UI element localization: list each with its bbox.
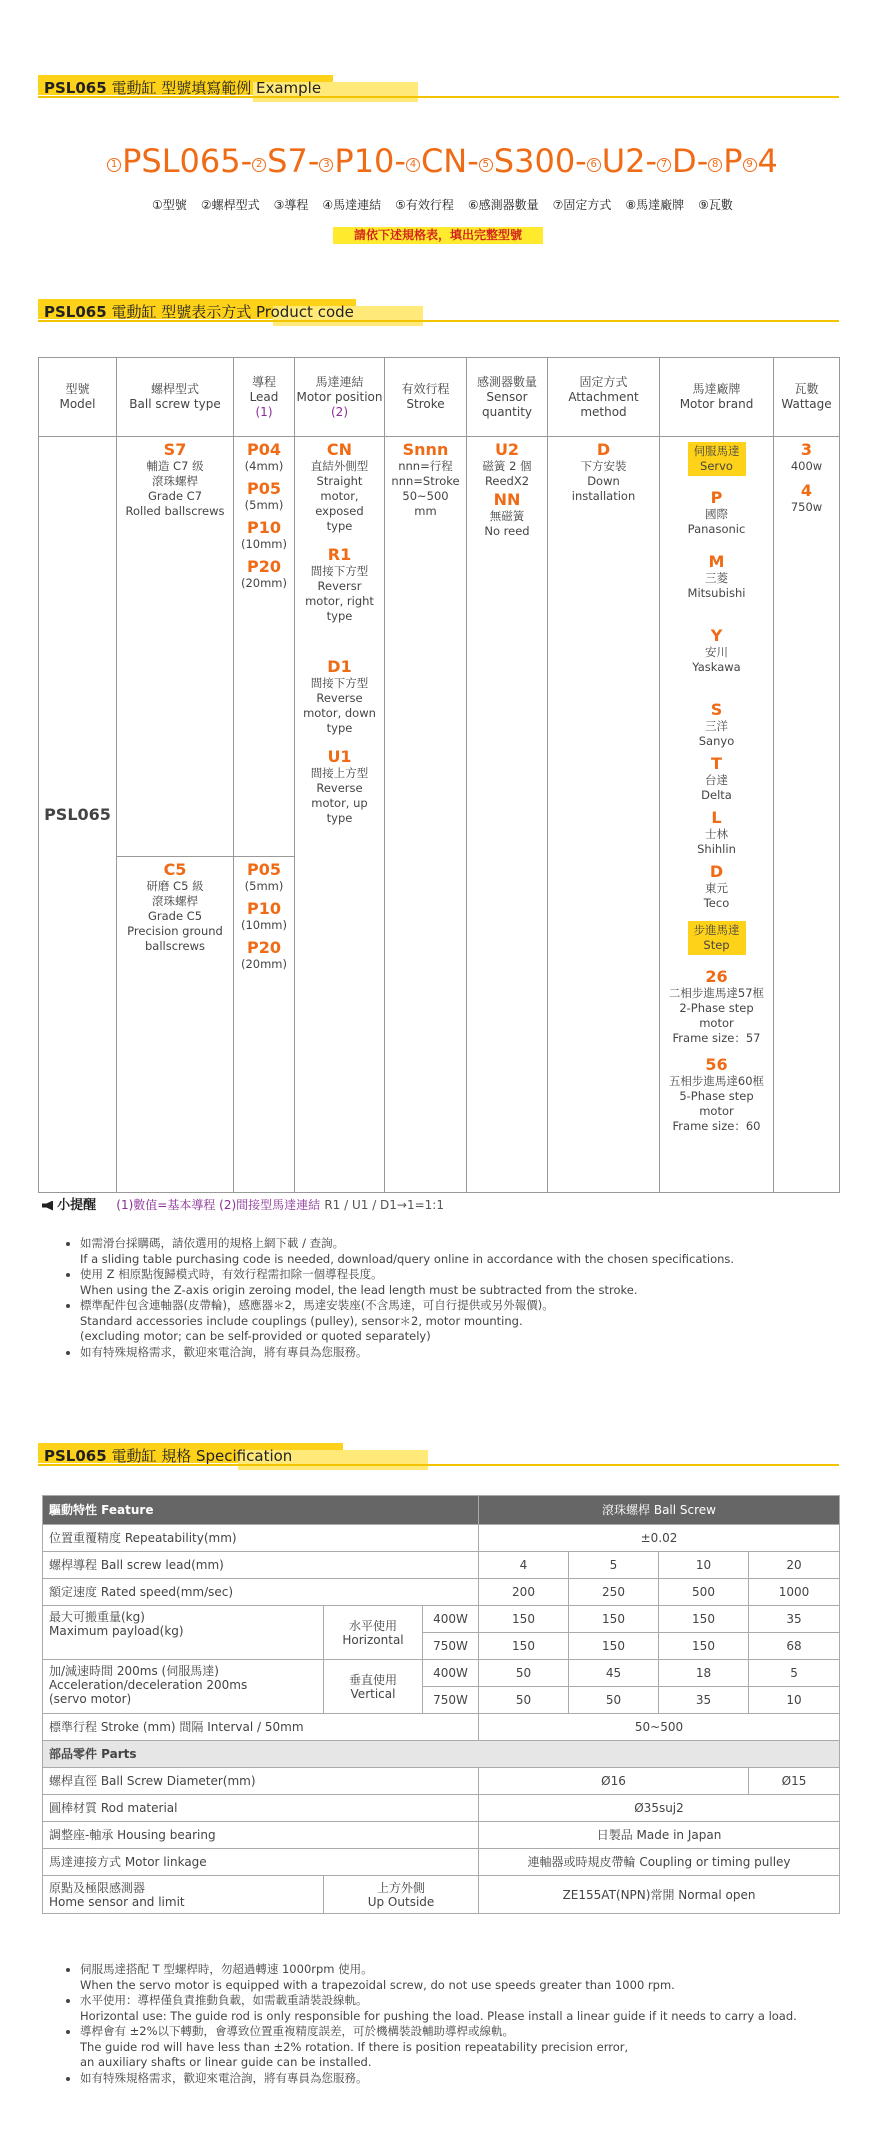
example-part-text: 4: [757, 142, 778, 180]
spec-row-speed: 額定速度 Rated speed(mm/sec) 200 250 500 1000: [43, 1579, 840, 1606]
example-part-number: 2: [252, 158, 266, 172]
model-cell: PSL065: [39, 437, 117, 1193]
product-code-table: [38, 357, 840, 1193]
lead-option: P04 (4mm): [244, 440, 284, 473]
note-item: • 伺服馬達搭配 T 型螺桿時，勿超過轉速 1000rpm 使用。 When the servo motor is equipped with a trapezoidal screw, do not use speeds greater than 1000 rpm.: [80, 1962, 797, 1993]
spec-row-v400: 加/減速時間 200ms (伺服馬達) Acceleration/deceleration 200ms (servo motor) 垂直使用 Vertical 400W 50 45 18 5: [43, 1660, 840, 1687]
example-note: 請依下述規格表，填出完整型號: [333, 227, 543, 244]
legend-item: ⑦固定方式: [552, 198, 612, 212]
screw-c5: C5 研磨 C5 級 滾珠螺桿 Grade C5 Precision ground ballscrews: [117, 857, 234, 1193]
spec-row-housing: 調整座-軸承 Housing bearing 日製品 Made in Japan: [43, 1822, 840, 1849]
brand-option: T 台達 Delta: [701, 754, 732, 802]
note-item: • 如有特殊規格需求，歡迎來電洽詢，將有專員為您服務。: [80, 2071, 797, 2087]
example-part-text: S7-: [267, 142, 320, 180]
spec-row-parts: 部品零件 Parts: [43, 1741, 840, 1768]
lead-list-a: [234, 437, 295, 857]
speaker-icon: [42, 1201, 53, 1211]
motor-position-option: D1 間接下方型 Reverse motor, down type: [303, 657, 376, 735]
sensor-option: NN 無磁簧 No reed: [484, 490, 530, 538]
legend-item: ③導程: [273, 198, 309, 212]
header-wattage: 瓦數 Wattage: [774, 358, 840, 437]
section-header-product-code: [38, 296, 839, 324]
wattage-list: [774, 437, 840, 1193]
example-part-number: 4: [406, 158, 420, 172]
note-item: • 使用 Z 相原點復歸模式時，有效行程需扣除一個導程長度。 When using the Z-axis origin zeroing model, the lead length must be subtracted from the stroke.: [80, 1267, 734, 1298]
example-part-number: 7: [657, 158, 671, 172]
note-item: • 如有特殊規格需求，歡迎來電洽詢，將有專員為您服務。: [80, 1345, 734, 1361]
tip-text-2: R1 / U1 / D1→1=1:1: [324, 1198, 444, 1212]
motor-brand-list: [660, 437, 774, 1193]
wattage-option: 4 750w: [790, 481, 823, 514]
example-part-text: PSL065-: [122, 142, 253, 180]
brand-option: S 三洋 Sanyo: [698, 700, 735, 748]
legend-item: ①型號: [152, 198, 187, 212]
note-item: • 標準配件包含連軸器(皮帶輪)，感應器＊2，馬達安裝座(不含馬達，可自行提供或另外報價)。 Standard accessories include couplings (pulley), sensor＊2, motor mounting. (excluding motor; can be self-provided or quoted separately): [80, 1298, 734, 1345]
spec-row-h750: 750W 150 150 150 68: [43, 1633, 840, 1660]
legend-item: ④馬達連結: [322, 198, 382, 212]
step-motor-option: 56 五相步進馬達60框 5-Phase step motor Frame size：60: [668, 1055, 765, 1133]
brand-option: P 國際 Panasonic: [687, 488, 746, 536]
tip-text: (1)數值=基本導程 (2)間接型馬達連結: [116, 1198, 321, 1212]
lead-option: P20 (20mm): [240, 938, 287, 971]
lead-option: P05 (5mm): [244, 860, 284, 893]
brand-option: D 東元 Teco: [703, 862, 730, 910]
example-part-number: 6: [587, 158, 601, 172]
example-part-text: P10-: [334, 142, 406, 180]
header-motor-brand: 馬達廠牌 Motor brand: [660, 358, 774, 437]
motor-position-option: U1 間接上方型 Reverse motor, up type: [310, 747, 369, 825]
spec-row-linkage: 馬達連接方式 Motor linkage 連軸器或時規皮帶輪 Coupling or timing pulley: [43, 1849, 840, 1876]
lead-option: P10 (10mm): [240, 518, 287, 551]
tip-label: 小提醒: [57, 1198, 97, 1213]
lead-option: P05 (5mm): [244, 479, 284, 512]
notes-list-1: [62, 1236, 734, 1360]
spec-row-stroke: 標準行程 Stroke (mm) 間隔 Interval / 50mm 50~500: [43, 1714, 840, 1741]
spec-row-h400: 最大可搬重量(kg) Maximum payload(kg) 水平使用 Horizontal 400W 150 150 150 35: [43, 1606, 840, 1633]
stroke-cell: Snnn nnn=行程 nnn=Stroke 50~500 mm: [385, 437, 467, 1193]
notes-list-2: [62, 1962, 797, 2086]
example-part-text: P: [723, 142, 743, 180]
brand-option: M 三菱 Mitsubishi: [687, 552, 746, 600]
spec-row-v750: 750W 50 50 35 10: [43, 1687, 840, 1714]
step-label: 步進馬達 Step: [688, 921, 746, 955]
example-legend: [0, 196, 885, 213]
example-part-text: D-: [672, 142, 709, 180]
section-header-example: [38, 72, 839, 100]
section-title: 電動缸 規格 Specification: [111, 1447, 293, 1465]
example-part-number: 1: [107, 158, 121, 172]
header-motor-position: 馬達連結 Motor position (2): [295, 358, 385, 437]
tip-line: [42, 1194, 444, 1213]
lead-option: P20 (20mm): [240, 557, 287, 590]
section-code: PSL065: [44, 1447, 107, 1465]
header-lead: 導程 Lead (1): [234, 358, 295, 437]
legend-item: ⑥感測器數量: [467, 198, 539, 212]
motor-position-option: CN 直結外側型 Straight motor, exposed type: [310, 440, 369, 533]
section-title: 電動缸 型號填寫範例 Example: [111, 79, 322, 97]
attachment-cell: D 下方安裝 Down installation: [548, 437, 660, 1193]
wattage-option: 3 400w: [790, 440, 823, 473]
spec-row-rod: 圓棒材質 Rod material Ø35suj2: [43, 1795, 840, 1822]
example-model-code: [0, 142, 885, 180]
section-title: 電動缸 型號表示方式 Product code: [111, 303, 354, 321]
example-part-number: 9: [743, 158, 757, 172]
spec-row-sensor: 原點及極限感測器 Home sensor and limit 上方外側 Up Outside ZE155AT(NPN)常開 Normal open: [43, 1876, 840, 1914]
legend-item: ⑨瓦數: [698, 198, 733, 212]
header-attachment: 固定方式 Attachment method: [548, 358, 660, 437]
example-part-text: CN-: [420, 142, 479, 180]
section-code: PSL065: [44, 303, 107, 321]
spec-header-row: 驅動特性 Feature 滾珠螺桿 Ball Screw: [43, 1496, 840, 1525]
spec-row-repeatability: 位置重覆精度 Repeatability(mm) ±0.02: [43, 1525, 840, 1552]
header-stroke: 有效行程 Stroke: [385, 358, 467, 437]
note-item: • 如需滑台採購碼，請依選用的規格上網下載 / 查詢。 If a sliding table purchasing code is needed, download/query online in accordance with the chosen specifications.: [80, 1236, 734, 1267]
example-part-number: 5: [479, 158, 493, 172]
example-part-number: 3: [319, 158, 333, 172]
sensor-list: [467, 437, 548, 1193]
servo-label: 伺服馬達 Servo: [688, 442, 746, 476]
header-sensor-quantity: 感測器數量 Sensor quantity: [467, 358, 548, 437]
header-model: 型號 Model: [39, 358, 117, 437]
example-part-text: U2-: [601, 142, 658, 180]
example-part-number: 8: [708, 158, 722, 172]
lead-option: P10 (10mm): [240, 899, 287, 932]
spec-row-diameter: 螺桿直徑 Ball Screw Diameter(mm) Ø16 Ø15: [43, 1768, 840, 1795]
brand-option: Y 安川 Yaskawa: [692, 626, 741, 674]
note-item: • 水平使用：導桿僅負責推動負載，如需載重請裝設線軌。 Horizontal use: The guide rod is only responsible for pushing the load. Please install a linear guide if it needs to carry a load.: [80, 1993, 797, 2024]
brand-option: L 士林 Shihlin: [697, 808, 736, 856]
step-motor-option: 26 二相步進馬達57框 2-Phase step motor Frame size：57: [668, 967, 765, 1045]
note-item: • 導桿會有 ±2%以下轉動，會導致位置重複精度誤差，可於機構裝設輔助導桿或線軌。 The guide rod will have less than ±2% rotation. If there is position repeatability precision error, an auxiliary shafts or linear guide can be installed.: [80, 2024, 797, 2071]
motor-position-option: R1 間接下方型 Reversr motor, right type: [305, 545, 374, 623]
spec-table: [42, 1495, 840, 1914]
spec-row-lead: 螺桿導程 Ball screw lead(mm) 4 5 10 20: [43, 1552, 840, 1579]
legend-item: ⑧馬達廠牌: [625, 198, 685, 212]
sensor-option: U2 磁簧 2 個 ReedX2: [482, 440, 532, 488]
lead-list-b: [234, 857, 295, 1193]
legend-item: ⑤有效行程: [395, 198, 454, 212]
section-header-specification: [38, 1440, 839, 1468]
motor-position-list: [295, 437, 385, 1193]
section-code: PSL065: [44, 79, 107, 97]
legend-item: ②螺桿型式: [200, 198, 260, 212]
screw-s7: S7 輔造 C7 级 滾珠螺桿 Grade C7 Rolled ballscrews: [117, 437, 234, 857]
header-screw-type: 螺桿型式 Ball screw type: [117, 358, 234, 437]
example-part-text: S300-: [493, 142, 587, 180]
